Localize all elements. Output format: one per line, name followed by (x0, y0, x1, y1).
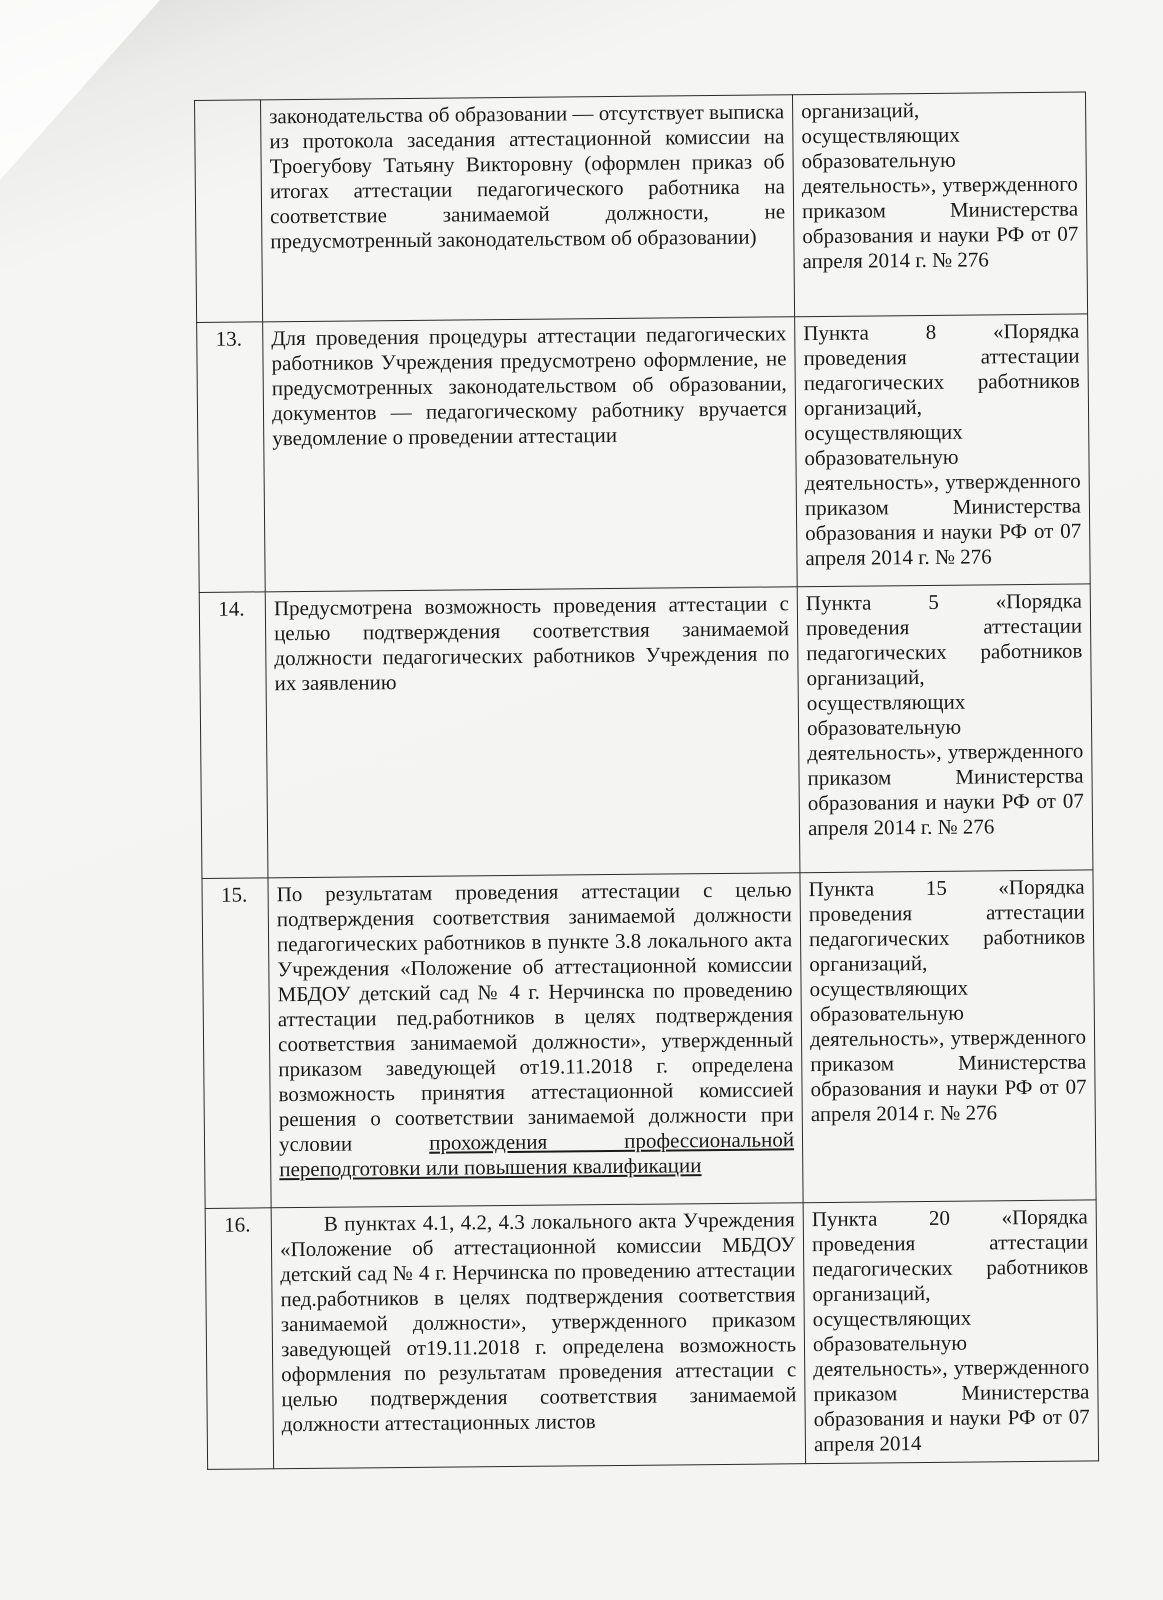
description-main: По результатам проведения аттестации с целью подтверждения соответствия занимаемой должности педагогических работников в пункте 3.8 локального акта Учреждения «Положение об аттестационной комиссии МБДОУ детский сад № 4 г. Нерчинска по проведению аттестации пед.работников в целях подтверждения соответствия занимаемой должности», утвержденный приказом заведующей от19.11.2018 г. определена возможность принятия аттестационной комиссией решения о соответствии занимаемой должности при условии (276, 877, 794, 1157)
description-text: законодательства об образовании — отсутствует выписка из протокола заседания аттестационной комиссии на Троегубову Татьяну Викторовну (оформлен приказ об итогах аттестации педагогического работника на соответствие занимаемой должности, не предусмотренный законодательством об образовании) (269, 99, 786, 254)
description-main: В пунктах 4.1, 4.2, 4.3 локального акта Учреждения «Положение об аттестационной комиссии МБДОУ детский сад № 4 г. Нерчинска по проведению аттестации пед.работников в целях подтверждения соответствия занимаемой должности», утвержденного приказом заведующей от19.11.2018 г. определена возможность оформления по результатам проведения аттестации с целью подтверждения соответствия занимаемой должности аттестационных листов (279, 1207, 797, 1437)
row-number: 15. (202, 878, 271, 1209)
row-legal-basis (803, 1200, 1098, 1464)
table-row (195, 92, 1088, 323)
table-row (199, 584, 1093, 879)
description-text: Предусмотрена возможность проведения аттестации с целью подтверждения соответствия занимаемой должности педагогических работников Учреждения по их заявлению (273, 591, 790, 696)
row-legal-basis (800, 870, 1096, 1203)
row-legal-basis (792, 92, 1087, 317)
table-row (197, 314, 1091, 593)
row-description (271, 1203, 805, 1469)
row-number (195, 100, 263, 323)
violations-table (194, 91, 1099, 1469)
legal-basis-text: Пункта 8 «Порядка проведения аттестации педагогических работников организаций, осуществляющих образовательную деятельность», утвержденного приказом Министерства образования и науки РФ от 07 апреля 2014 г. № 276 (803, 318, 1082, 571)
legal-basis-text: Пункта 15 «Порядка проведения аттестации педагогических работников организаций, осуществляющих образовательную деятельность», утвержденного приказом Министерства образования и науки РФ от 07 апреля 2014 г. № 276 (808, 874, 1087, 1127)
description-text (280, 1207, 797, 1437)
row-description (265, 587, 800, 878)
page-corner-fold (0, 0, 160, 180)
legal-basis-text: организаций, осуществляющих образовательную деятельность», утвержденного приказом Министерства образования и науки РФ от 07 апреля 2014 г. № 276 (801, 98, 1079, 274)
row-number: 14. (199, 592, 268, 879)
table-row (205, 1200, 1098, 1470)
description-underlined: прохождения профессиональной переподготовки или повышения квалификации (279, 1127, 795, 1182)
row-legal-basis (797, 584, 1093, 873)
description-text (277, 877, 795, 1182)
legal-basis-text: Пункта 20 «Порядка проведения аттестации педагогических работников организаций, осуществляющих образовательную деятельность», утвержденного приказом Министерства образования и науки РФ от 07 апреля 2014 (811, 1204, 1090, 1457)
row-legal-basis (795, 314, 1091, 587)
row-description (261, 95, 795, 322)
row-number: 16. (205, 1208, 274, 1470)
row-description (263, 317, 798, 592)
table-row (202, 870, 1096, 1209)
row-description (268, 873, 803, 1208)
legal-basis-text: Пункта 5 «Порядка проведения аттестации педагогических работников организаций, осуществляющих образовательную деятельность», утвержденного приказом Министерства образования и науки РФ от 07 апреля 2014 г. № 276 (805, 588, 1084, 841)
description-text: Для проведения процедуры аттестации педагогических работников Учреждения предусмотрено оформление, не предусмотренных законодательством об образовании, документов — педагогическому работнику вручается уведомление о проведении аттестации (271, 321, 788, 451)
row-number: 13. (197, 322, 266, 593)
